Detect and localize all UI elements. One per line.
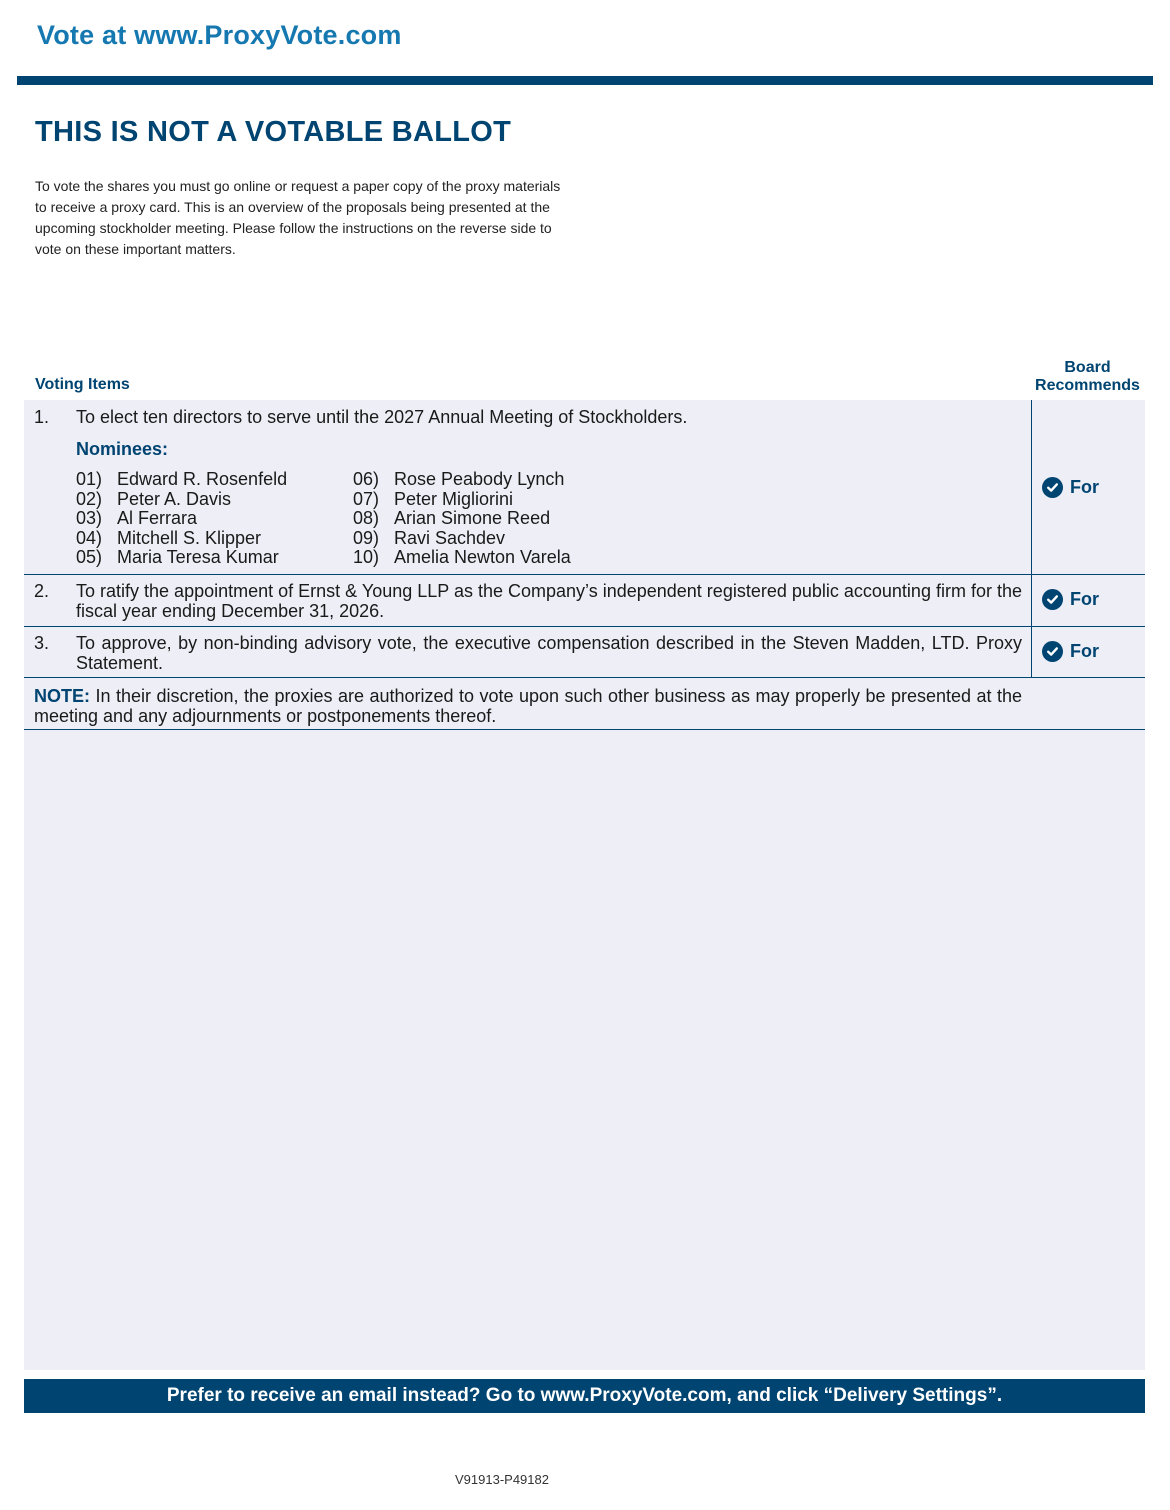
recommendation-for xyxy=(1042,589,1099,610)
item-number: 1. xyxy=(34,407,50,427)
item-text: To ratify the appointment of Ernst & Young LLP as the Company’s independent registered public accounting firm for the fiscal year ending December 31, 2026. xyxy=(76,581,1022,621)
nominee-number: 07) xyxy=(353,488,380,509)
nominee-number: 10) xyxy=(353,547,380,567)
voting-item-2 xyxy=(24,575,1145,627)
nominee-number: 08) xyxy=(353,508,380,528)
nominee-number: 02) xyxy=(76,488,103,509)
recommendation-for xyxy=(1042,641,1099,662)
note-text xyxy=(34,686,1022,726)
item-text: To elect ten directors to serve until the 2027 Annual Meeting of Stockholders. xyxy=(76,407,688,427)
delivery-settings-banner: Prefer to receive an email instead? Go to www.ProxyVote.com, and click “Delivery Settings”. xyxy=(24,1379,1145,1413)
voting-items-header: Voting Items xyxy=(35,376,130,393)
board-recommends-header xyxy=(1030,359,1145,395)
recommendation-label: For xyxy=(1070,589,1099,609)
check-circle-icon xyxy=(1042,589,1063,610)
nominee-name: Peter A. Davis xyxy=(117,488,232,509)
nominee xyxy=(353,548,571,568)
nominee-name: Edward R. Rosenfeld xyxy=(117,469,288,489)
nominee-number: 05) xyxy=(76,547,103,567)
nominee-number: 03) xyxy=(76,508,103,528)
nominees-label: Nominees: xyxy=(76,439,169,459)
nominee-number: 04) xyxy=(76,527,103,548)
note-label: NOTE: xyxy=(34,686,90,706)
nominee-name: Al Ferrara xyxy=(117,508,198,528)
nominee-name: Ravi Sachdev xyxy=(394,527,506,548)
nominee xyxy=(76,490,287,510)
board-header-line2: Recommends xyxy=(1035,377,1140,394)
nominee xyxy=(353,509,571,529)
note-body: In their discretion, the proxies are authorized to vote upon such other business as may properly be presented at the meeting and any adjournments or postponements thereof. xyxy=(34,686,1022,726)
top-divider xyxy=(17,76,1153,85)
check-circle-icon xyxy=(1042,641,1063,662)
nominee xyxy=(353,470,571,490)
nominee xyxy=(76,548,287,568)
check-circle-icon xyxy=(1042,477,1063,498)
recommendation-cell xyxy=(1031,575,1099,626)
nominee xyxy=(76,470,287,490)
nominee-name: Amelia Newton Varela xyxy=(394,547,571,567)
nominees-column-2 xyxy=(353,470,571,568)
intro-paragraph: To vote the shares you must go online or request a paper copy of the proxy materials to receive a proxy card. This is an overview of the proposals being presented at the upcoming stockholder meeting. Please follow the instructions on the reverse side to vote on these important matters. xyxy=(35,178,561,257)
recommendation-label: For xyxy=(1070,641,1099,661)
nominee-name: Maria Teresa Kumar xyxy=(117,547,279,567)
nominee xyxy=(353,490,571,510)
recommendation-cell xyxy=(1031,400,1099,574)
nominee-number: 06) xyxy=(353,469,380,489)
nominee xyxy=(76,509,287,529)
nominee-name: Mitchell S. Klipper xyxy=(117,527,262,548)
nominee-name: Rose Peabody Lynch xyxy=(394,469,565,489)
note-row xyxy=(24,678,1145,730)
recommendation-for xyxy=(1042,477,1099,498)
voting-item-1 xyxy=(24,400,1145,575)
item-number: 3. xyxy=(34,633,50,653)
page-title: THIS IS NOT A VOTABLE BALLOT xyxy=(35,116,512,148)
recommendation-label: For xyxy=(1070,477,1099,497)
nominee xyxy=(353,529,571,549)
item-number: 2. xyxy=(34,581,50,601)
nominee-name: Peter Migliorini xyxy=(394,488,514,509)
nominee-name: Arian Simone Reed xyxy=(394,508,551,528)
site-title: Vote at www.ProxyVote.com xyxy=(37,20,402,50)
voting-item-3 xyxy=(24,627,1145,678)
recommendation-cell xyxy=(1031,627,1099,677)
item-text: To approve, by non-binding advisory vote, the executive compensation described in the Steven Madden, LTD. Proxy Statement. xyxy=(76,633,1022,673)
board-header-line1: Board xyxy=(1064,359,1111,376)
document-code: V91913-P49182 xyxy=(455,1472,549,1487)
nominees-column-1 xyxy=(76,470,287,568)
nominee xyxy=(76,529,287,549)
nominee-number: 09) xyxy=(353,527,380,548)
nominee-number: 01) xyxy=(76,469,103,489)
